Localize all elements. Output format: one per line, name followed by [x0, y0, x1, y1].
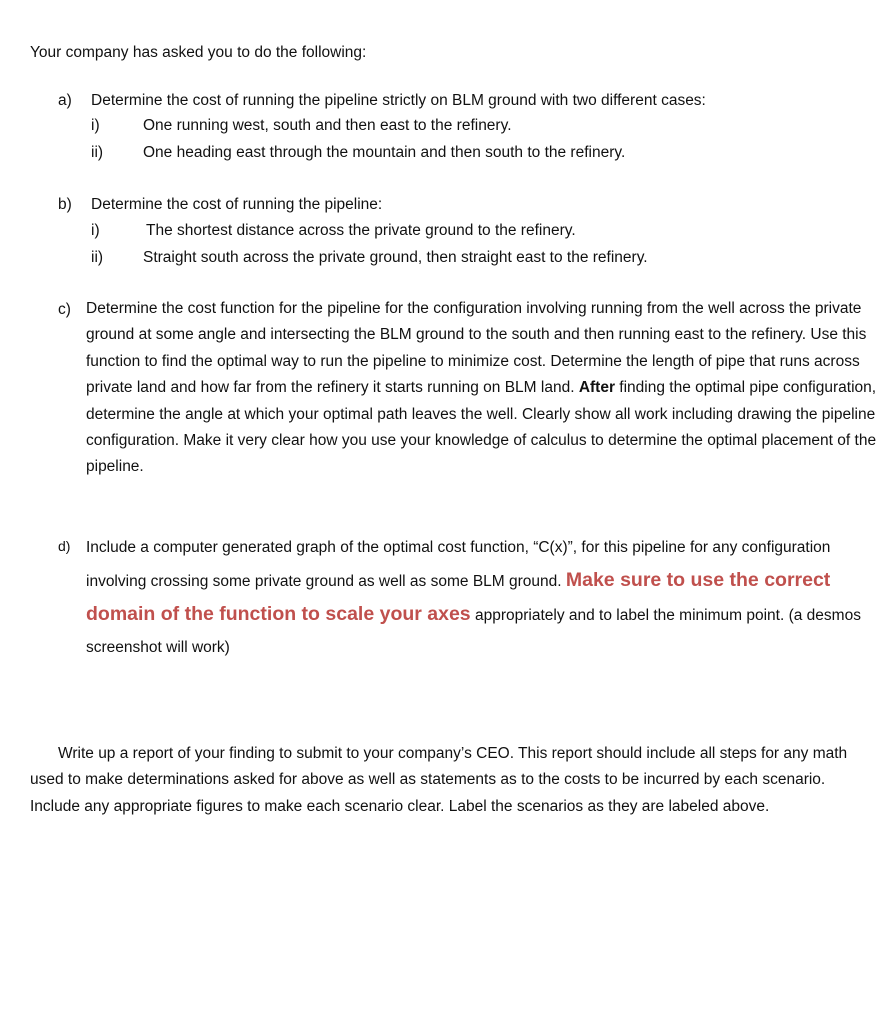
part-d-text-1: Include a computer generated graph of the optimal cost function, “C(x)”, for this pipeline for any configuration involving crossing some private ground as well as some BLM ground. [86, 539, 831, 590]
report-text: Write up a report of your finding to submit to your company’s CEO. This report should include all steps for any math used to make determinations asked for above as well as statements as to the costs to be incurred by each scenario. Include any appropriate figures to make each scenario clear. Label the scenarios as they are labeled above. [30, 745, 848, 815]
part-d-label: d) [58, 538, 71, 554]
part-a-item-2-text: One heading east through the mountain and then south to the refinery. [143, 144, 626, 161]
part-b-label: b) [58, 196, 72, 213]
part-d-highlight: Make sure to use the correct domain of the function to scale your axes [86, 569, 831, 625]
report-paragraph [30, 741, 872, 820]
part-c-paragraph [86, 296, 878, 481]
part-c-label: c) [58, 301, 71, 318]
part-c-text-2: finding the optimal pipe configuration, determine the angle at which your optimal path leaves the well. Clearly show all work including drawing the pipeline configuration. Make it very clear how you use your knowledge of calculus to determine the optimal placement of the pipeline. [86, 379, 877, 476]
part-b-item-1-text: The shortest distance across the private ground to the refinery. [146, 222, 576, 239]
part-b-item-2-text: Straight south across the private ground, then straight east to the refinery. [143, 249, 648, 266]
part-a-item-1-text: One running west, south and then east to the refinery. [143, 117, 512, 134]
part-b-text: Determine the cost of running the pipeline: [91, 196, 383, 213]
part-a-text: Determine the cost of running the pipeline strictly on BLM ground with two different cases: [91, 92, 706, 109]
part-a-label: a) [58, 92, 72, 109]
part-b-item-1-label: i) [91, 222, 100, 239]
part-c-bold-word: After [578, 379, 615, 397]
part-b-item-2-label: ii) [91, 249, 104, 266]
part-c-text-1: Determine the cost function for the pipeline for the configuration involving running from the well across the private ground at some angle and intersecting the BLM ground to the south and then running east to the refinery. Use this function to find the optimal way to run the pipeline to minimize cost. Determine the length of pipe that runs across private land and how far from the refinery it starts running on BLM land. [86, 300, 867, 397]
part-d-paragraph [86, 532, 878, 664]
intro-text: Your company has asked you to do the following: [30, 44, 367, 61]
part-a-item-2-label: ii) [91, 144, 104, 161]
part-d-text-2: appropriately and to label the minimum point. (a desmos screenshot will work) [86, 607, 861, 656]
part-a-item-1-label: i) [91, 117, 100, 134]
